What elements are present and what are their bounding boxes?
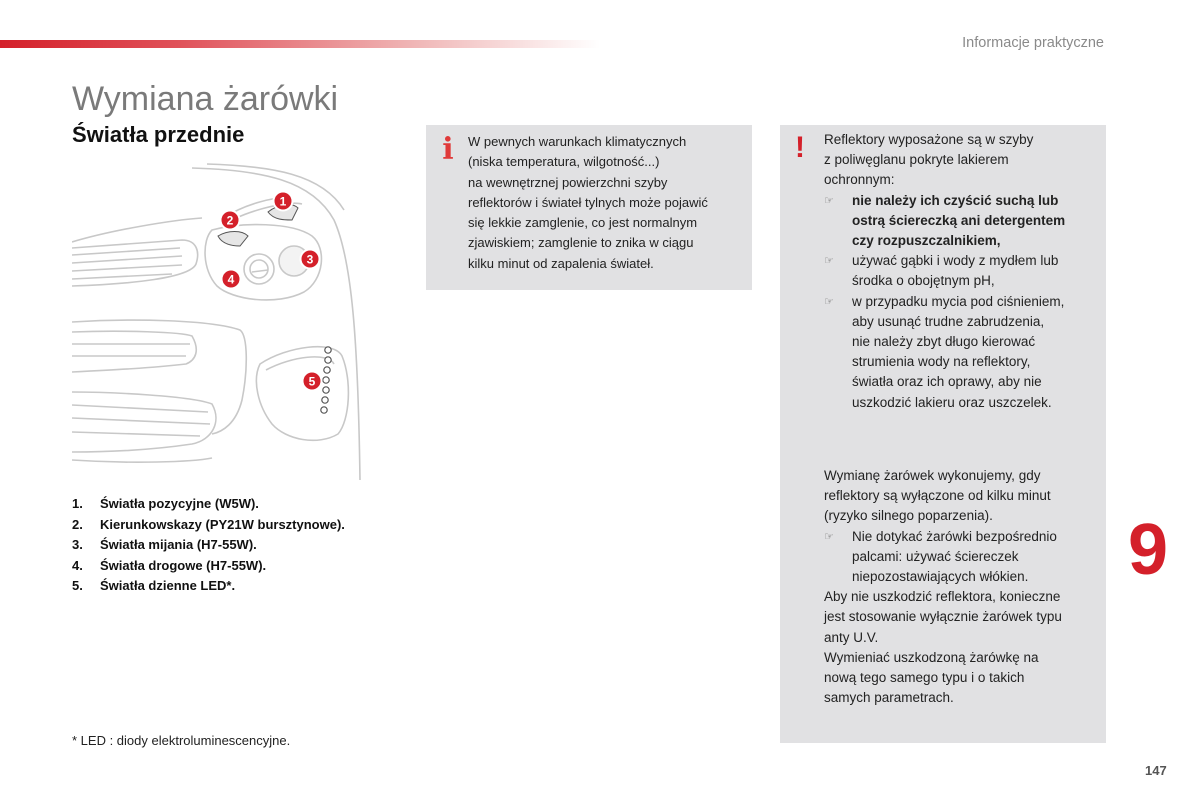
warning-bullet-text: w przypadku mycia pod ciśnieniem, aby usunąć trudne zabrudzenia, nie należy zbyt długo kierować strumienia wody na reflektory, światła oraz ich oprawy, aby nie uszkodzić lakieru oraz uszczelek. [852,293,1065,410]
svg-text:3: 3 [306,252,314,267]
section-header: Informacje praktyczne [962,35,1104,51]
footnote: * LED : diody elektroluminescencyjne. [72,733,291,748]
callout-5 [303,372,322,391]
list-item-number: 5. [72,578,83,593]
svg-text:4: 4 [227,272,235,287]
warning-intro: Wymianę żarówek wykonujemy, gdy reflektory są wyłączone od kilku minut (ryzyko silnego poparzenia). [824,468,1051,524]
list-item-number: 1. [72,496,83,511]
list-item [72,535,345,556]
warning-bullet [824,191,1104,252]
warning-bullet [824,527,1104,588]
info-icon: i [442,132,454,167]
warning-intro: Reflektory wyposażone są w szyby z poliwęglanu pokryte lakierem ochronnym: [824,132,1034,188]
page-title: Wymiana żarówki [72,80,339,118]
warning-paragraph: Wymieniać uszkodzoną żarówkę na nową tego samego typu i o takich samych parametrach. [824,649,1039,706]
chapter-number: 9 [1128,510,1169,590]
list-item [72,494,345,515]
list-item [72,556,345,577]
warning-block-varnish [824,130,1104,413]
svg-text:2: 2 [226,213,234,228]
callout-3 [301,250,320,269]
pointing-hand-icon: ☞ [824,254,834,268]
info-text: W pewnych warunkach klimatycznych (niska temperatura, wilgotność...) na wewnętrznej powierzchni szyby reflektorów i świateł tylnych może pojawić się lekkie zamglenie, co jest normalnym zjawiskiem; zamglenie to znika w ciągu kilku minut od zapalenia świateł. [468,134,708,271]
warning-bullet [824,251,1104,291]
svg-text:1: 1 [279,194,287,209]
warning-bullet [824,292,1104,413]
page-subtitle: Światła przednie [72,122,245,147]
list-item-number: 2. [72,516,83,532]
list-item-text: Światła dzienne LED*. [100,578,236,593]
car-front-drawing [72,160,372,482]
warning-box [780,125,1106,743]
list-item [72,515,345,536]
pointing-hand-icon: ☞ [824,193,834,207]
pointing-hand-icon: ☞ [824,529,834,543]
list-item-number: 4. [72,557,83,573]
warning-paragraph: Aby nie uszkodzić reflektora, konieczne jest stosowanie wyłącznie żarówek typu anty U.V. [824,589,1062,645]
list-item-text: Światła mijania (H7-55W). [100,537,257,552]
list-item-number: 3. [72,537,83,552]
warning-bullet-text: Nie dotykać żarówki bezpośrednio palcami: używać ściereczek niepozostawiających włókien. [852,528,1057,585]
info-box [426,125,752,290]
warning-bullet-text: nie należy ich czyścić suchą lub ostrą ściereczką ani detergentem czy rozpuszczalnikiem, [852,192,1066,249]
warning-bullet-text: używać gąbki i wody z mydłem lub środka o obojętnym pH, [852,253,1059,289]
pointing-hand-icon: ☞ [824,294,834,308]
list-item-text: Światła pozycyjne (W5W). [100,496,259,511]
callout-1 [274,192,293,211]
top-accent-bar [0,40,600,48]
list-item-text: Kierunkowskazy (PY21W bursztynowe). [100,516,345,532]
list-item-text: Światła drogowe (H7-55W). [100,557,267,573]
headlight-illustration [72,160,372,482]
warning-icon: ! [795,131,805,164]
svg-text:5: 5 [308,374,316,389]
list-item [72,576,345,597]
warning-block-replacement [824,466,1104,708]
callout-2 [221,211,240,230]
page-number: 147 [1145,763,1167,778]
bulb-list [72,494,345,597]
callout-4 [222,270,241,289]
